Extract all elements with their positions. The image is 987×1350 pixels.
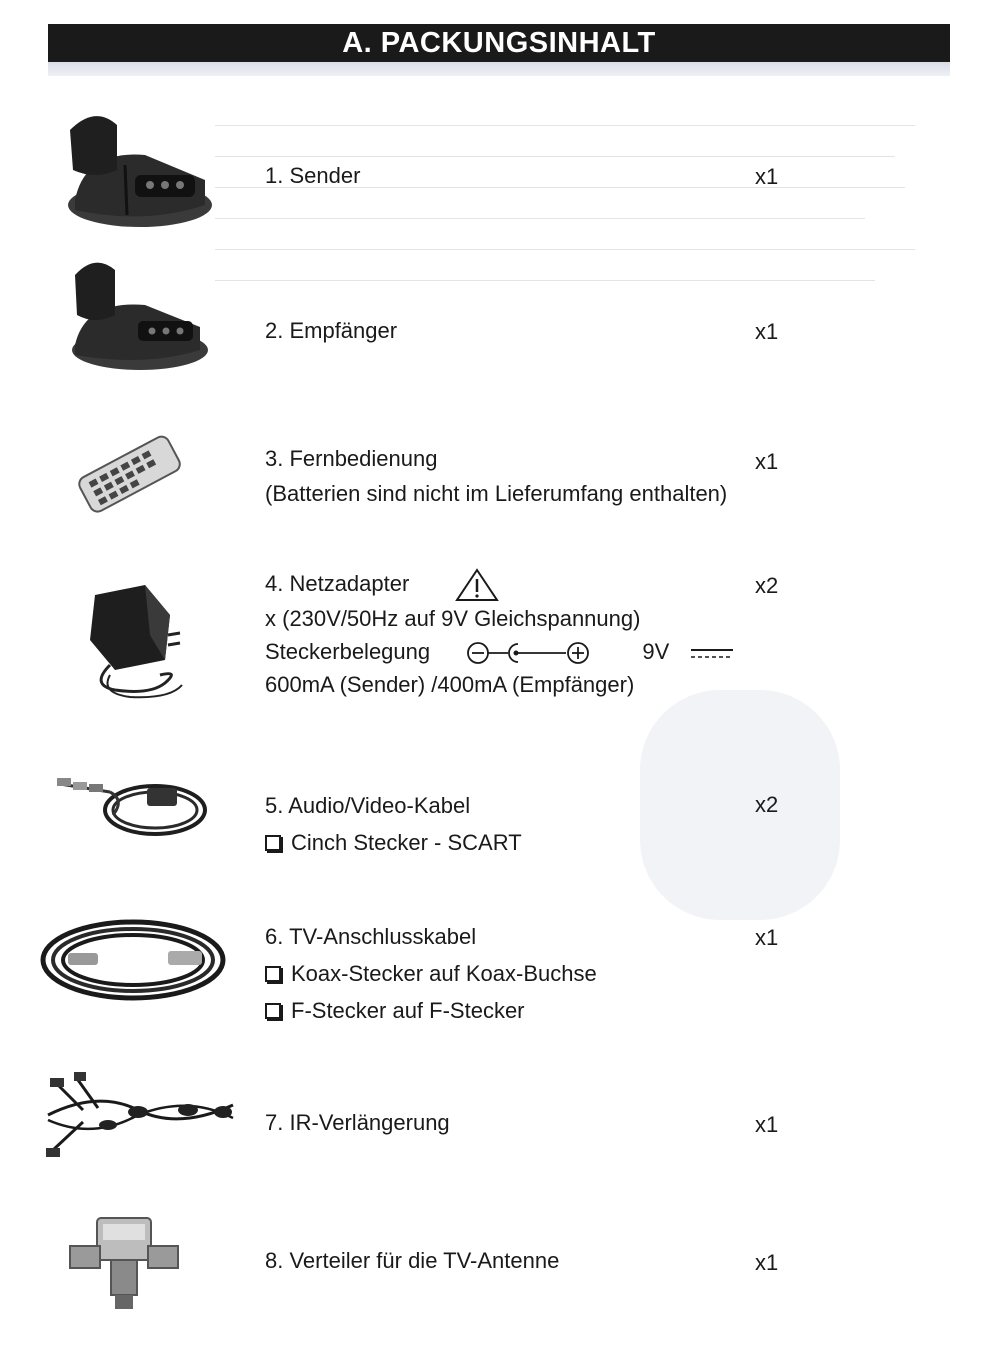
item-quantity: x2: [755, 792, 779, 817]
item-quantity: x1: [755, 319, 779, 344]
dc-symbol-icon: [689, 644, 735, 662]
item-label: 4. Netzadapter: [265, 571, 410, 596]
remote-control-image: [75, 425, 185, 525]
checkbox-icon: [265, 835, 281, 851]
item-sender-text: [265, 158, 360, 193]
section-header-bar: [48, 24, 950, 62]
item-quantity: x1: [755, 925, 779, 950]
item-option: Cinch Stecker - SCART: [265, 824, 522, 861]
item-label: 6. TV-Anschlusskabel: [265, 924, 477, 949]
item-quantity: x1: [755, 164, 779, 189]
header-shadow: [48, 62, 950, 76]
item-label: 5. Audio/Video-Kabel: [265, 793, 471, 818]
item-label: 8. Verteiler für die TV-Antenne: [265, 1248, 560, 1273]
item-receiver-text: [265, 313, 397, 348]
item-option: F-Stecker auf F-Stecker: [265, 992, 597, 1029]
item-label: 3. Fernbedienung: [265, 446, 438, 471]
sender-device-image: [55, 105, 215, 235]
item-label: 7. IR-Verlängerung: [265, 1110, 450, 1135]
receiver-device-image: [60, 255, 210, 375]
item-label: 2. Empfänger: [265, 318, 398, 343]
item-detail: 600mA (Sender) /400mA (Empfänger): [265, 672, 635, 698]
item-quantity: x2: [755, 573, 779, 598]
tv-cable-image: [38, 915, 228, 1005]
item-label: 1. Sender: [265, 163, 361, 188]
item-quantity: x1: [755, 1112, 779, 1137]
item-note: (Batterien sind nicht im Lieferumfang enthalten): [265, 481, 728, 506]
item-label-row: [265, 567, 735, 602]
item-detail-plug-row: [265, 635, 735, 668]
item-power-adapter-text: [265, 567, 735, 701]
warning-triangle-icon: [455, 568, 499, 602]
checkbox-icon: [265, 966, 281, 982]
item-ir-extender-text: [265, 1105, 450, 1140]
item-av-cable-text: [265, 787, 522, 861]
bleed-through-shape: [640, 690, 840, 920]
item-detail: x (230V/50Hz auf 9V Gleichspannung): [265, 606, 641, 632]
item-tv-cable-text: [265, 918, 597, 1029]
item-quantity: x1: [755, 449, 779, 474]
checkbox-icon: [265, 1003, 281, 1019]
item-remote-text: [265, 441, 727, 511]
item-option: Koax-Stecker auf Koax-Buchse: [265, 955, 597, 992]
voltage-label: 9V: [642, 639, 670, 665]
av-cable-image: [55, 770, 215, 845]
polarity-symbol-icon: [466, 640, 596, 666]
power-adapter-image: [70, 575, 195, 705]
ir-extender-image: [38, 1060, 238, 1165]
item-quantity: x1: [755, 1250, 779, 1275]
item-detail: Steckerbelegung: [265, 639, 431, 665]
antenna-splitter-image: [65, 1210, 185, 1315]
item-antenna-splitter-text: [265, 1243, 559, 1278]
section-title: A. PACKUNGSINHALT: [342, 26, 656, 59]
